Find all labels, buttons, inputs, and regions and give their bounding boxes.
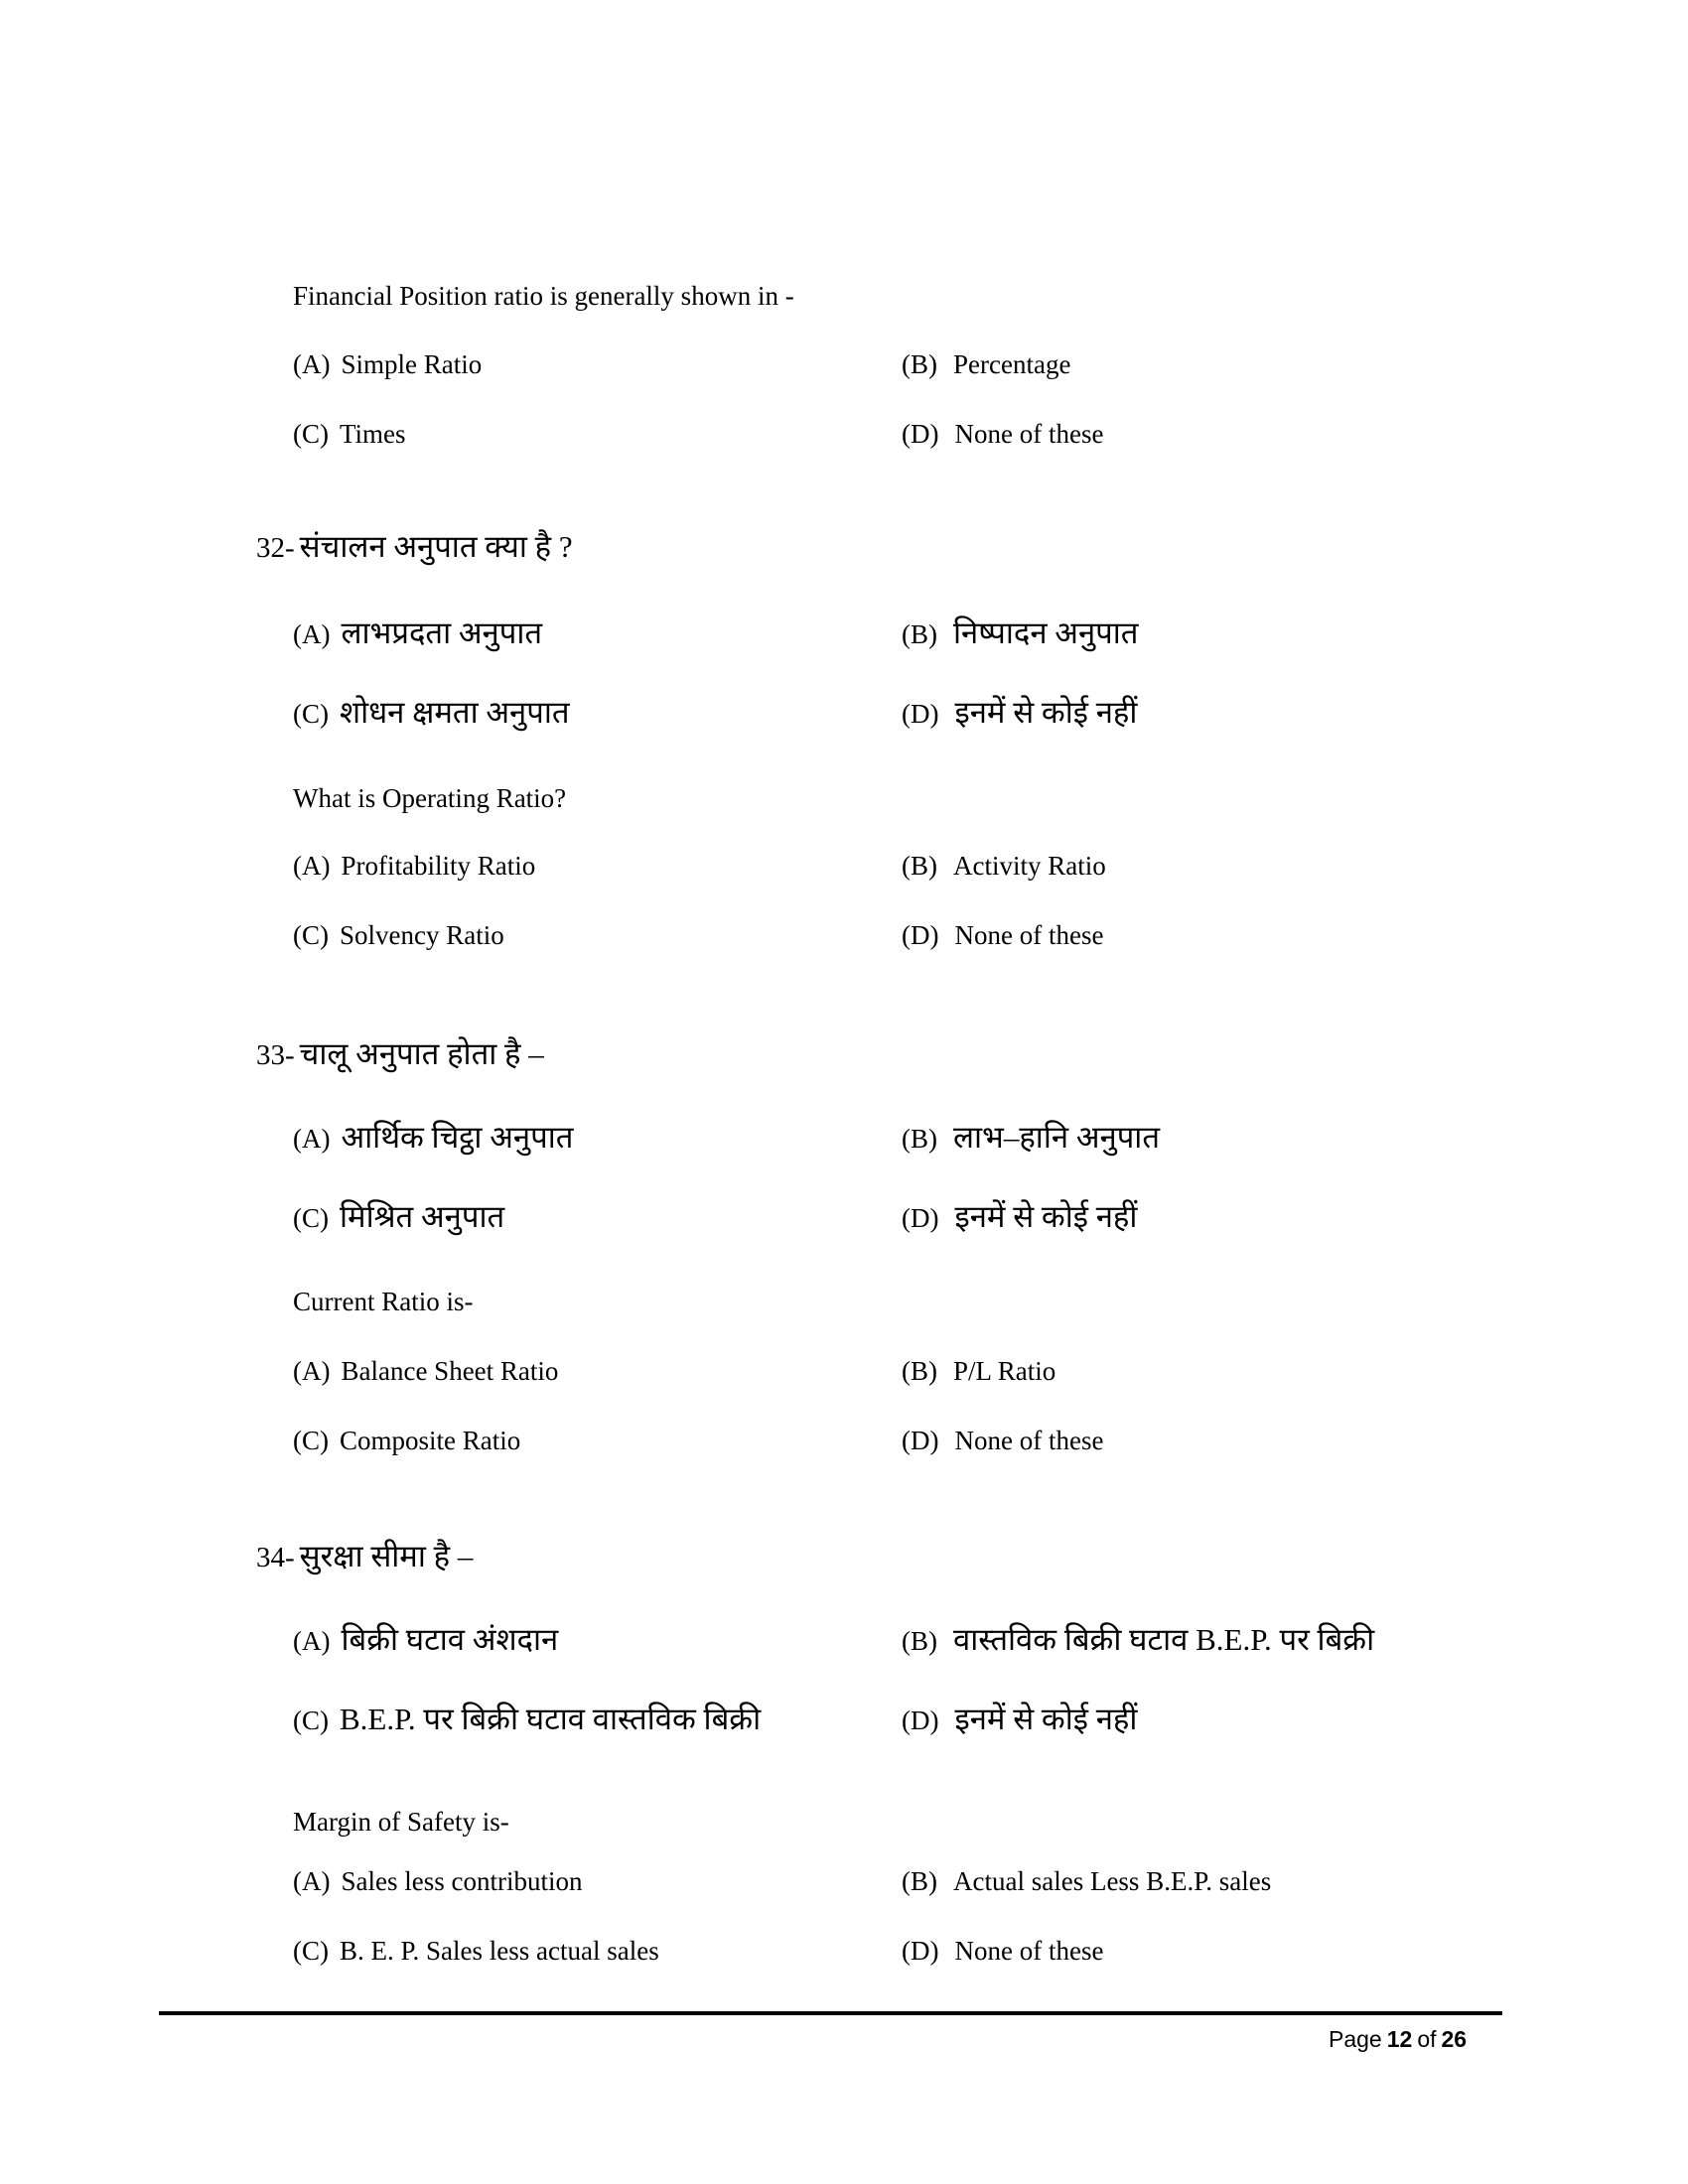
option-letter: (A) [293, 1866, 331, 1896]
option [293, 419, 406, 450]
option-text: B. E. P. Sales less actual sales [340, 1936, 659, 1966]
option-text: Simple Ratio [341, 349, 483, 379]
option-letter: (B) [902, 1626, 937, 1656]
option [293, 1199, 504, 1235]
option-text: Activity Ratio [953, 851, 1106, 881]
option-text: Solvency Ratio [340, 920, 504, 950]
option-letter: (C) [293, 1936, 329, 1966]
page-number-total: 26 [1441, 2026, 1468, 2052]
option [293, 695, 570, 731]
option [293, 1622, 558, 1658]
option-text: Balance Sheet Ratio [341, 1356, 559, 1386]
option-letter: (C) [293, 699, 329, 729]
option-text: None of these [954, 920, 1104, 950]
option [293, 1120, 573, 1156]
page-label: Page [1329, 2026, 1382, 2052]
option-letter: (D) [902, 699, 939, 729]
option-text: मिश्रित अनुपात [340, 1199, 505, 1234]
option-letter: (A) [293, 1124, 331, 1154]
option-letter: (B) [902, 1124, 937, 1154]
option-letter: (B) [902, 1356, 937, 1386]
footer-divider [159, 2011, 1502, 2015]
option-text: None of these [954, 419, 1104, 449]
option-text: लाभप्रदता अनुपात [341, 615, 543, 650]
question-heading [256, 529, 573, 565]
question-text: चालू अनुपात होता है – [299, 1036, 544, 1071]
option [902, 615, 1138, 651]
option-letter: (B) [902, 851, 937, 881]
option-text: Actual sales Less B.E.P. sales [953, 1866, 1272, 1896]
option [902, 1120, 1160, 1156]
option-letter: (A) [293, 851, 331, 881]
option-letter: (C) [293, 419, 329, 449]
question-text: Financial Position ratio is generally shown in - [293, 281, 794, 311]
option-text: B.E.P. पर बिक्री घटाव वास्तविक बिक्री [340, 1702, 762, 1736]
option-letter: (C) [293, 1706, 329, 1735]
option-text: Composite Ratio [340, 1426, 521, 1455]
option [902, 1622, 1374, 1658]
question-text: What is Operating Ratio? [293, 783, 567, 813]
option-text: Percentage [953, 349, 1071, 379]
question-heading [256, 1539, 473, 1574]
option [293, 1426, 520, 1456]
question-text: संचालन अनुपात क्या है ? [299, 529, 573, 564]
option-text: Sales less contribution [341, 1866, 583, 1896]
option-text: Profitability Ratio [341, 851, 536, 881]
option [902, 419, 1103, 450]
option-text: Times [340, 419, 406, 449]
option [293, 1936, 659, 1967]
page-of-label: of [1417, 2026, 1437, 2052]
option [293, 1702, 761, 1737]
option-text: शोधन क्षमता अनुपात [340, 695, 570, 730]
option [902, 1199, 1137, 1235]
question-text: सुरक्षा सीमा है – [299, 1539, 474, 1573]
option-text: लाभ–हानि अनुपात [953, 1120, 1161, 1155]
option-letter: (D) [902, 1706, 939, 1735]
option-letter: (B) [902, 1866, 937, 1896]
option-letter: (D) [902, 419, 939, 449]
option [902, 851, 1106, 882]
option [902, 695, 1137, 731]
option [902, 920, 1103, 951]
option [902, 1936, 1103, 1967]
option-text: इनमें से कोई नहीं [954, 1702, 1138, 1736]
option [293, 851, 535, 882]
option-letter: (A) [293, 619, 331, 649]
option-letter: (C) [293, 1426, 329, 1455]
option [902, 1866, 1271, 1897]
question-number: 32- [256, 532, 295, 564]
option-letter: (C) [293, 920, 329, 950]
option-text: P/L Ratio [953, 1356, 1056, 1386]
option [902, 1356, 1055, 1387]
option-text: इनमें से कोई नहीं [954, 1199, 1138, 1234]
option-letter: (B) [902, 619, 937, 649]
option-letter: (B) [902, 349, 937, 379]
option-letter: (D) [902, 1936, 939, 1966]
question-number: 33- [256, 1039, 295, 1071]
option-text: आर्थिक चिट्ठा अनुपात [341, 1120, 574, 1155]
option-letter: (C) [293, 1203, 329, 1233]
question-text: Current Ratio is- [293, 1287, 474, 1316]
option [293, 349, 482, 380]
question-text: Margin of Safety is- [293, 1807, 509, 1837]
page-number-current: 12 [1386, 2026, 1413, 2052]
option [293, 1356, 558, 1387]
question-heading [256, 1036, 544, 1072]
option [902, 1702, 1137, 1737]
option [902, 1426, 1103, 1456]
option-letter: (A) [293, 349, 331, 379]
option-text: None of these [954, 1426, 1104, 1455]
option-text: बिक्री घटाव अंशदान [341, 1622, 559, 1657]
option [293, 920, 504, 951]
option [293, 615, 542, 651]
option-letter: (A) [293, 1356, 331, 1386]
option-text: निष्पादन अनुपात [953, 615, 1139, 650]
option-letter: (D) [902, 1203, 939, 1233]
question-number: 34- [256, 1542, 295, 1573]
option-text: None of these [954, 1936, 1104, 1966]
option-letter: (D) [902, 1426, 939, 1455]
option-text: वास्तविक बिक्री घटाव B.E.P. पर बिक्री [953, 1622, 1375, 1657]
option [293, 1866, 582, 1897]
option [902, 349, 1070, 380]
page-indicator [1329, 2026, 1467, 2053]
option-letter: (D) [902, 920, 939, 950]
option-letter: (A) [293, 1626, 331, 1656]
option-text: इनमें से कोई नहीं [954, 695, 1138, 730]
